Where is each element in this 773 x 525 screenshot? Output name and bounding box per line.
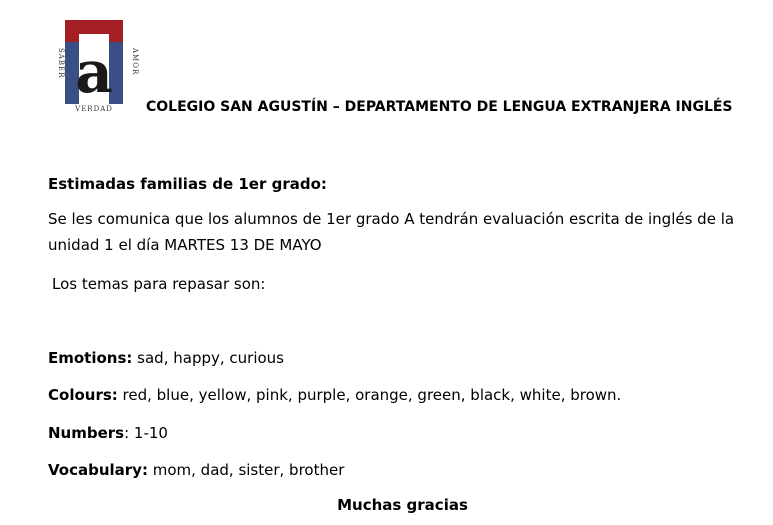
crest-word-right: AMOR: [131, 48, 139, 76]
topic-label: Vocabulary:: [48, 461, 148, 479]
crest-word-left: SABER: [57, 48, 65, 79]
topics-intro: Los temas para repasar son:: [52, 275, 266, 293]
topic-label: Numbers: [48, 424, 125, 442]
topic-emotions: [48, 345, 284, 371]
topic-label: Emotions:: [48, 349, 133, 367]
topic-label: Colours:: [48, 386, 118, 404]
topic-value: : 1-10: [124, 424, 168, 442]
topic-value: red, blue, yellow, pink, purple, orange, green, black, white, brown.: [117, 386, 622, 404]
page-title: COLEGIO SAN AGUSTÍN – DEPARTAMENTO DE LENGUA EXTRANJERA INGLÉS: [146, 99, 733, 115]
school-crest-icon: [52, 20, 144, 114]
topic-value: mom, dad, sister, brother: [147, 461, 345, 479]
greeting: Estimadas familias de 1er grado:: [48, 175, 327, 193]
crest-letter: a: [75, 38, 113, 106]
topic-numbers: [48, 420, 168, 446]
crest-word-bottom: VERDAD: [75, 105, 113, 113]
closing: Muchas gracias: [337, 496, 468, 514]
topic-value: sad, happy, curious: [132, 349, 284, 367]
school-logo: [52, 20, 144, 114]
topic-colours: [48, 382, 621, 408]
topic-vocabulary: [48, 457, 344, 483]
intro-paragraph: Se les comunica que los alumnos de 1er grado A tendrán evaluación escrita de inglés de la unidad 1 el día MARTES 13 DE MAYO: [48, 210, 735, 254]
